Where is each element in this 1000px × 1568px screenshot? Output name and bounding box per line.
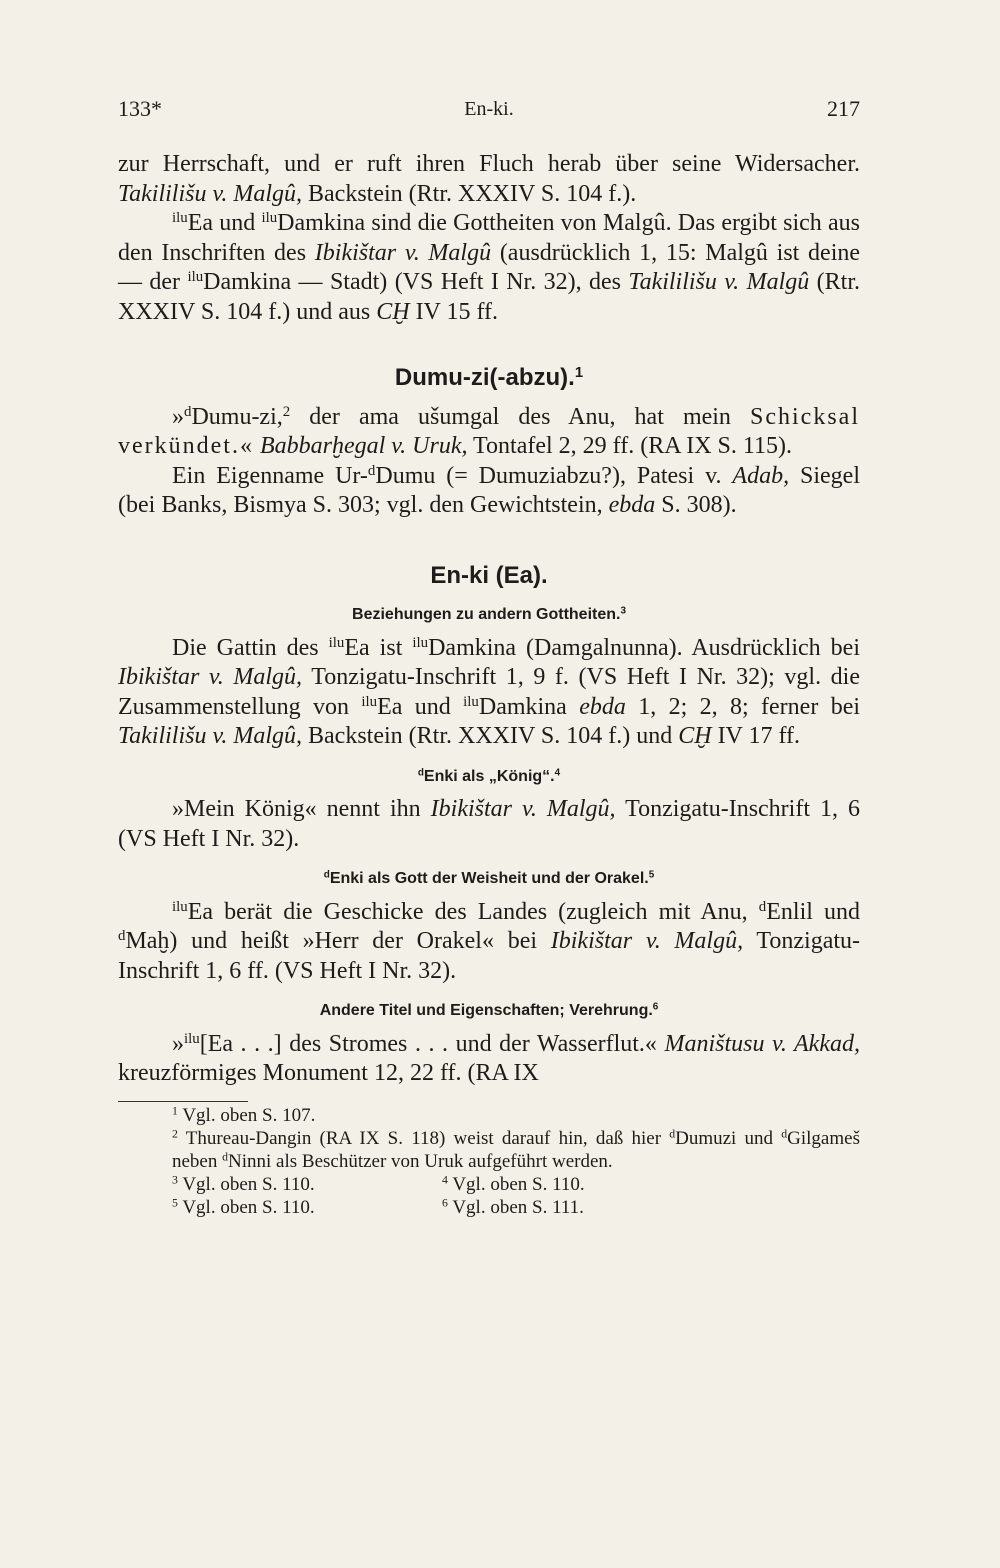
page-number: 217	[827, 96, 860, 121]
text-run: Damkina	[478, 693, 580, 720]
text-run: »	[172, 1030, 184, 1057]
citation: Adab,	[732, 462, 790, 489]
footnote-text: Gilgameš neben	[172, 1127, 860, 1172]
footnote-text: Dumuzi und	[675, 1127, 782, 1149]
heading-text: Andere Titel und Eigenschaften; Verehrung.	[319, 1002, 653, 1019]
determinative: ilu	[184, 1030, 200, 1047]
footnote-2	[118, 1127, 860, 1173]
text-run: Tonzigatu-Inschrift 1, 9 f. (VS Heft I Nr. 32); vgl. die Zusammenstellung von	[118, 664, 861, 720]
text-run: S. 308).	[655, 492, 737, 518]
footnote-ref: 3	[620, 605, 626, 617]
citation: Ibikištar v. Malgû	[314, 239, 492, 266]
subheading-weisheit	[118, 864, 860, 894]
determinative: d	[669, 1127, 676, 1141]
footnote-divider	[118, 1101, 248, 1102]
text-run: Tontafel 2, 29 ff. (RA IX S. 115).	[467, 433, 792, 459]
main-text	[118, 150, 860, 1219]
section-heading-dumuzi	[118, 363, 860, 393]
citation: CḪ	[376, 298, 410, 325]
paragraph	[118, 1030, 860, 1089]
determinative: d	[367, 462, 376, 479]
footnote-number: 6	[442, 1196, 448, 1210]
text-run: 1, 2; 2, 8; ferner bei	[625, 693, 861, 720]
page-signature: 133*	[118, 96, 162, 121]
footnote-number: 5	[172, 1196, 178, 1210]
text-run: Tonzigatu-Inschrift 1, 6 (VS Heft I Nr. 32).	[118, 796, 860, 852]
text-run: Ea und	[187, 210, 262, 236]
footnote-ref: 5	[648, 869, 655, 881]
running-header	[118, 96, 860, 126]
text-run: Damkina (Damgalnunna). Ausdrücklich bei	[428, 634, 860, 661]
determinative: d	[184, 403, 192, 420]
text-run: Tonzigatu-Inschrift 1, 6 ff. (VS Heft I Nr. 32).	[118, 928, 861, 984]
footnote-ref: 2	[282, 403, 291, 420]
text-run: Backstein (Rtr. XXXIV S. 104 f.).	[302, 180, 637, 207]
determinative: ilu	[412, 634, 429, 651]
citation: Takililišu v. Malgû	[628, 269, 810, 295]
heading-text: Enki als „König“.	[423, 767, 555, 785]
running-title: En-ki.	[464, 98, 514, 120]
footnote-text: Ninni als Beschützer von Uruk aufgeführt werden.	[228, 1150, 613, 1172]
citation: Babbarḫegal v. Uruk,	[253, 433, 468, 459]
footnote-6	[442, 1196, 712, 1219]
determinative: ilu	[328, 634, 345, 651]
text-run: Backstein (Rtr. XXXIV S. 104 f.) und	[302, 723, 679, 749]
heading-text: Enki als Gott der Weisheit und der Orakel.	[329, 870, 649, 887]
text-run: Damkina sind die Gottheiten von Malgû. Das ergibt sich aus den Inschriften des	[118, 210, 860, 266]
citation: ebda	[579, 693, 626, 720]
footnote-text: Vgl. oben S. 107.	[182, 1104, 316, 1126]
text-run: zur Herrschaft, und er ruft ihren Fluch herab über seine Widersacher.	[118, 151, 860, 177]
paragraph	[118, 634, 860, 752]
footnote-number: 3	[172, 1173, 178, 1187]
footnote-text: Vgl. oben S. 110.	[452, 1173, 585, 1195]
determinative: ilu	[463, 693, 479, 710]
footnote-row	[118, 1196, 860, 1219]
footnote-number: 4	[442, 1173, 448, 1187]
determinative: d	[118, 927, 126, 944]
footnote-1	[118, 1104, 860, 1127]
determinative: d	[222, 1150, 229, 1164]
determinative: ilu	[187, 268, 204, 285]
paragraph	[118, 209, 860, 327]
text-run: Enlil und	[766, 898, 861, 925]
determinative: d	[781, 1127, 788, 1141]
paragraph	[118, 150, 860, 209]
footnote-text: Vgl. oben S. 111.	[452, 1196, 584, 1218]
text-run: (ausdrücklich 1, 15: Malgû ist deine — der	[118, 239, 861, 295]
heading-text: Dumu-zi(-abzu).	[394, 364, 575, 391]
spaced-text: Schicksal verkündet.«	[118, 403, 860, 459]
text-run: (Rtr. XXXIV S. 104 f.) und aus	[118, 269, 860, 325]
paragraph	[118, 462, 860, 521]
footnote-ref: 4	[554, 767, 561, 779]
text-run: kreuzförmiges Monument 12, 22 ff. (RA IX	[118, 1060, 539, 1086]
footnote-5	[172, 1196, 442, 1219]
text-run: Ea ist	[344, 634, 413, 661]
paragraph	[118, 403, 860, 462]
text-run: IV 15 ff.	[409, 298, 499, 325]
citation: Takililišu v. Malgû,	[118, 723, 303, 749]
footnote-3	[172, 1173, 442, 1196]
text-run: Ea und	[377, 693, 464, 720]
determinative: ilu	[261, 209, 278, 226]
footnote-text: Thureau-Dangin (RA IX S. 118) weist darauf hin, daß hier	[185, 1127, 670, 1149]
determinative: d	[417, 767, 424, 779]
footnote-4	[442, 1173, 712, 1196]
footnote-text: Vgl. oben S. 110.	[182, 1173, 315, 1195]
footnote-number: 1	[172, 1104, 178, 1118]
text-run: Damkina — Stadt) (VS Heft I Nr. 32), des	[203, 269, 629, 295]
citation: Maništusu v. Akkad,	[664, 1030, 860, 1057]
text-run: Ein Eigenname Ur-	[172, 462, 368, 489]
subheading-titel	[118, 996, 860, 1026]
heading-text: Beziehungen zu andern Gottheiten.	[352, 606, 621, 623]
citation: Takililišu v. Malgû,	[118, 180, 303, 207]
citation: Ibikištar v. Malgû,	[430, 796, 616, 822]
section-heading-enki: En-ki (Ea).	[430, 561, 548, 589]
footnote-ref: 6	[652, 1001, 659, 1013]
text-run: »Mein König« nennt ihn	[172, 796, 431, 822]
subheading-koenig	[118, 762, 860, 792]
text-run: Dumu (= Dumuziabzu?), Patesi v.	[375, 462, 733, 489]
footnote-row	[118, 1173, 860, 1196]
text-run: Dumu-zi,	[191, 403, 283, 430]
text-run: der ama ušumgal des Anu, hat mein	[290, 403, 751, 430]
text-run: Maḫ) und heißt »Herr der Orakel« bei	[125, 928, 551, 954]
subheading-beziehungen	[118, 600, 860, 630]
citation: Ibikištar v. Malgû,	[118, 664, 303, 690]
paragraph	[118, 898, 860, 987]
citation: ebda	[608, 492, 656, 518]
text-run: IV 17 ff.	[711, 723, 801, 749]
footnote-ref: 1	[574, 364, 584, 381]
paragraph	[118, 795, 860, 854]
citation: CḪ	[678, 723, 712, 749]
determinative: ilu	[172, 209, 188, 226]
citation: Ibikištar v. Malgû,	[550, 928, 744, 954]
footnote-text: Vgl. oben S. 110.	[182, 1196, 315, 1218]
text-run: Die Gattin des	[172, 634, 329, 661]
determinative: ilu	[361, 693, 378, 710]
determinative: d	[758, 898, 767, 915]
determinative: d	[323, 869, 330, 881]
text-run: Ea berät die Geschicke des Landes (zugleich mit Anu,	[187, 898, 759, 925]
book-page	[118, 96, 860, 1219]
text-run: Siegel (bei Banks, Bismya S. 303; vgl. den Gewichtstein,	[118, 462, 860, 518]
text-run: »	[172, 403, 184, 430]
footnotes	[118, 1104, 860, 1219]
determinative: ilu	[172, 898, 188, 915]
text-run: [Ea . . .] des Stromes . . . und der Wasserflut.«	[199, 1030, 665, 1057]
footnote-number: 2	[172, 1127, 178, 1141]
